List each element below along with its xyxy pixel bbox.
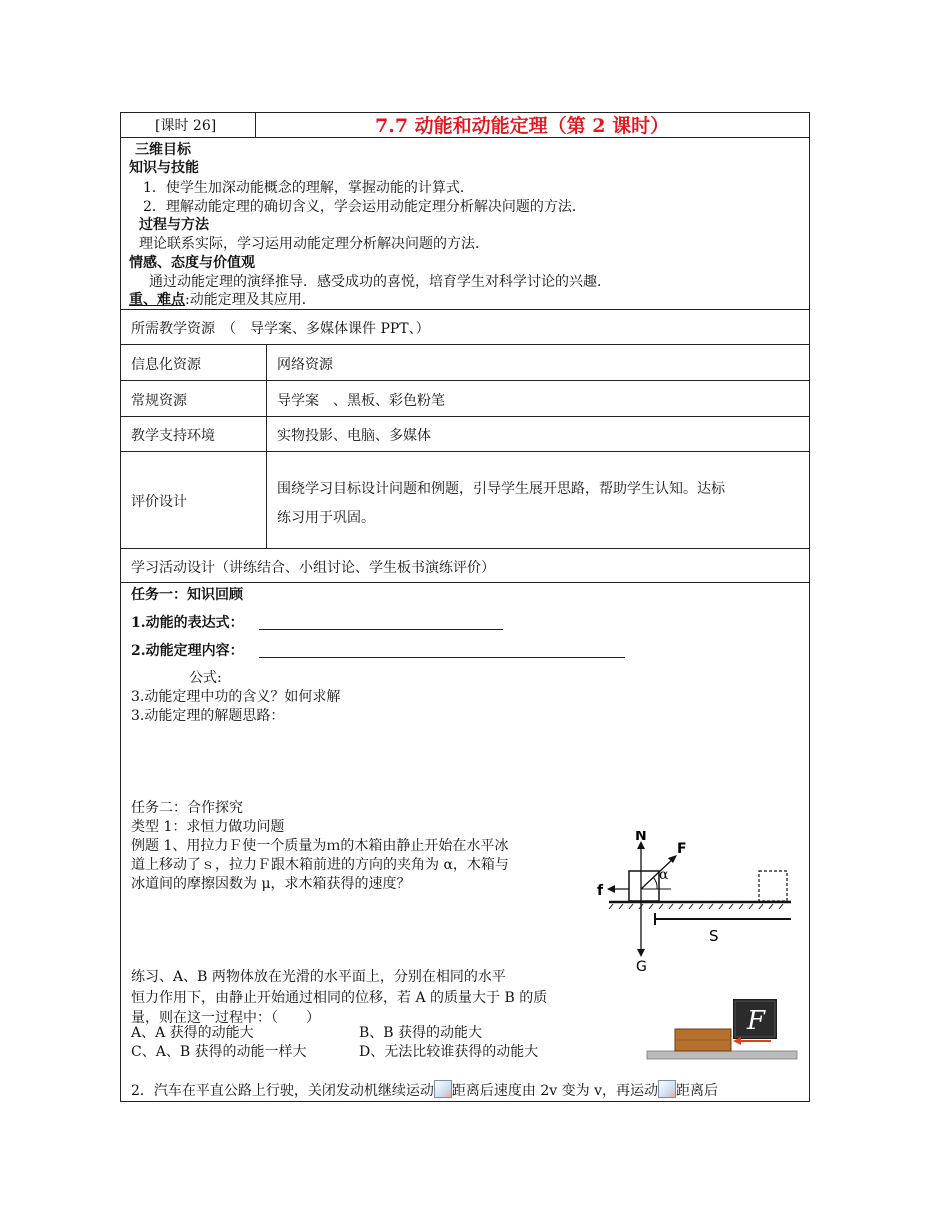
objectives-heading: 三维目标: [135, 142, 191, 158]
example-line-1: 例题 1、用拉力Ｆ使一个质量为ｍ的木箱由静止开始在水平冰: [131, 838, 509, 854]
practice-line-1: 练习、A、B 两物体放在光滑的水平面上，分别在相同的水平: [131, 969, 506, 985]
label-G: G: [636, 959, 647, 971]
practice-line-3: 量，则在这一过程中：（ ）: [131, 1010, 320, 1026]
answer-line-2: [259, 657, 625, 658]
type1-label: 类型 1：求恒力做功问题: [131, 819, 285, 835]
formula-label: 公式:: [189, 670, 222, 686]
resource-value-2: 导学案 、黑板、彩色粉笔: [277, 393, 445, 409]
option-a: A、A 获得的动能大: [131, 1025, 254, 1041]
q2-part-2: 距离后速度由 2v 变为 v，再运动: [451, 1083, 658, 1099]
activity-title: 学习活动设计（讲练结合、小组讨论、学生板书演练评价）: [131, 560, 495, 576]
key-label: 重、难点: [129, 292, 185, 308]
label-f: f: [597, 883, 604, 899]
resource-label-3: 教学支持环境: [131, 428, 215, 444]
practice-line-2: 恒力作用下，由静止开始通过相同的位移，若 A 的质量大于 B 的质: [131, 990, 548, 1006]
task2-heading: 任务二：合作探究: [131, 800, 243, 816]
question-3b: 3.动能定理的解题思路：: [131, 708, 285, 724]
option-d: D、无法比较谁获得的动能大: [359, 1044, 539, 1060]
resource-value-1: 网络资源: [277, 357, 333, 373]
answer-line-1: [259, 629, 503, 630]
page-title: 7.7 动能和动能定理（第 2 课时）: [375, 115, 670, 137]
label-N: N: [635, 831, 647, 844]
lesson-number: [课时 26]: [155, 118, 217, 134]
q2-part-1: 2．汽车在平直公路上行驶，关闭发动机继续运动: [131, 1083, 434, 1099]
key-points: [129, 291, 316, 309]
example-line-3: 冰道间的摩擦因数为 μ，求木箱获得的速度？: [131, 876, 411, 892]
eval-label: 评价设计: [131, 494, 187, 510]
question-2: 2.动能定理内容：: [131, 643, 244, 659]
option-b: B、B 获得的动能大: [359, 1025, 483, 1041]
knowledge-item-2: 2．理解动能定理的确切含义，学会运用动能定理分析解决问题的方法．: [143, 199, 586, 215]
question-3a: 3.动能定理中功的含义？如何求解: [131, 689, 341, 705]
process-text: 理论联系实际，学习运用动能定理分析解决问题的方法．: [139, 236, 489, 252]
resource-label-2: 常规资源: [131, 393, 187, 409]
block-force-figure: [641, 995, 803, 1061]
force-diagram: [591, 831, 801, 971]
broken-image-icon: [658, 1080, 676, 1098]
label-F: F: [677, 841, 687, 857]
question-1: 1.动能的表达式：: [131, 615, 244, 631]
eval-line-2: 练习用于巩固。: [277, 510, 375, 526]
resource-label-1: 信息化资源: [131, 357, 201, 373]
option-c: C、A、B 获得的动能一样大: [131, 1044, 307, 1060]
attitude-heading: 情感、态度与价值观: [129, 255, 255, 271]
knowledge-item-1: 1．使学生加深动能概念的理解，掌握动能的计算式．: [143, 180, 474, 196]
resource-value-3: 实物投影、电脑、多媒体: [277, 428, 431, 444]
attitude-text: 通过动能定理的演绎推导．感受成功的喜悦，培育学生对科学讨论的兴趣．: [149, 274, 611, 290]
knowledge-heading: 知识与技能: [129, 160, 199, 176]
needed-resources: 所需教学资源 （ 导学案、多媒体课件 PPT、）: [131, 321, 430, 337]
label-alpha: α: [659, 867, 669, 883]
broken-image-icon: [434, 1080, 452, 1098]
eval-line-1: 围绕学习目标设计问题和例题，引导学生展开思路，帮助学生认知。达标: [277, 481, 725, 497]
question-2-car: [131, 1080, 718, 1100]
q2-part-3: 距离后: [675, 1083, 718, 1099]
process-heading: 过程与方法: [139, 217, 209, 233]
lesson-table: [120, 112, 810, 1102]
label-F-box: F: [747, 1006, 766, 1036]
task1-heading: 任务一：知识回顾: [131, 587, 243, 603]
example-line-2: 道上移动了ｓ，拉力Ｆ跟木箱前进的方向的夹角为 α，木箱与: [131, 857, 509, 873]
key-text: :动能定理及其应用．: [185, 292, 316, 308]
label-S: S: [709, 927, 719, 945]
